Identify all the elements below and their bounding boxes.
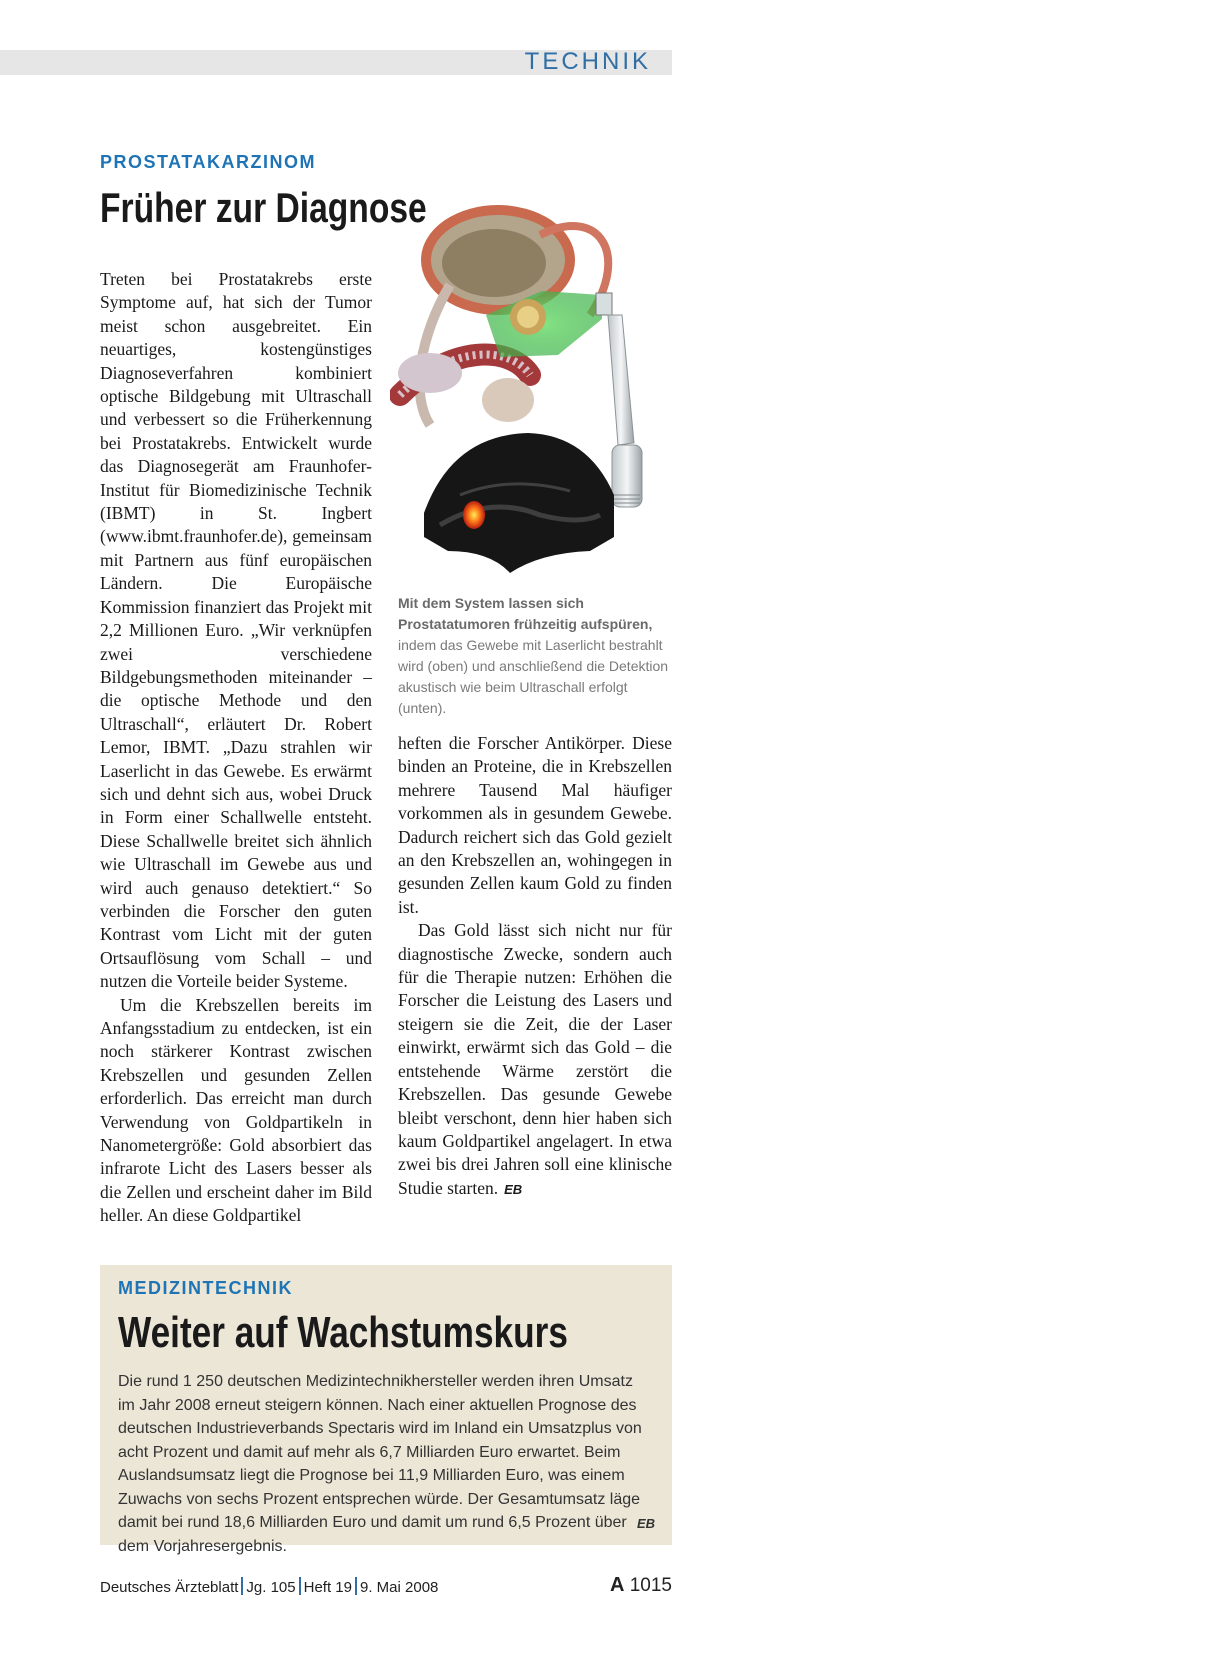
paragraph: Um die Krebszellen bereits im Anfangsstadium zu entdecken, ist ein noch stärkerer Kontrast zwischen Krebszellen und gesunden Zellen erforderlich. Das erreicht man durch Verwendung von Goldpartikeln in Nanometergröße: Gold absorbiert das infrarote Licht des Lasers besser als die Zellen und erscheint daher im Bild heller. An diese Goldpartikel	[100, 994, 372, 1226]
article-title: Früher zur Diagnose	[100, 184, 427, 231]
article-column-2	[398, 732, 672, 1201]
article-column-1	[100, 268, 372, 1228]
caption-bold: Mit dem System lassen sich Prostatatumoren frühzeitig aufspüren,	[398, 595, 653, 632]
page-value: 1015	[629, 1575, 672, 1596]
ultrasound-probe	[608, 315, 634, 445]
box-kicker: MEDIZINTECHNIK	[118, 1278, 293, 1298]
issue-date: 9. Mai 2008	[360, 1579, 439, 1596]
separator	[299, 1577, 301, 1595]
ultrasound-image	[424, 433, 614, 573]
separator	[355, 1577, 357, 1595]
paragraph: Das Gold lässt sich nicht nur für diagnostische Zwecke, sondern auch für die Therapie nutzen: Erhöhen die Forscher die Leistung des Lasers und steigern sie die Zeit, die der Laser einwirkt, erwärmt sich das Gold – die entstehende Wärme zerstört die Krebszellen. Das gesunde Gewebe bleibt verschont, denn hier haben sich kaum Goldpartikel angelagert. In etwa zwei bis drei Jahren soll eine klinische Studie starten.	[398, 920, 672, 1198]
header-bar	[0, 50, 672, 75]
paragraph-with-signature	[398, 919, 672, 1201]
prostate-diagnosis-illustration	[390, 195, 706, 585]
page-number	[610, 1574, 672, 1597]
caption-text: indem das Gewebe mit Laserlicht bestrahlt wird (oben) und anschließend die Detektion akustisch wie beim Ultraschall erfolgt (unten).	[398, 637, 669, 716]
author-signature: EB	[504, 1181, 523, 1197]
section-label: TECHNIK	[524, 48, 651, 75]
paragraph: heften die Forscher Antikörper. Diese binden an Proteine, die in Krebszellen mehrere Tausend Mal häufiger vorkommen als in gesundem Gewebe. Dadurch reichert sich das Gold gezielt an den Krebszellen an, wohingegen in gesunden Zellen kaum Gold zu finden ist.	[398, 733, 672, 917]
figure-caption	[398, 593, 674, 719]
separator	[241, 1577, 243, 1595]
volume: Jg. 105	[246, 1579, 296, 1596]
page-footer	[100, 1574, 672, 1601]
article-kicker: PROSTATAKARZINOM	[100, 152, 316, 172]
page-prefix: A	[609, 1574, 625, 1596]
box-body: Die rund 1 250 deutschen Medizintechnikhersteller werden ihren Umsatz im Jahr 2008 erneut steigern können. Nach einer aktuellen Prognose des deutschen Industrieverbands Spectaris wird im Inland ein Umsatzplus von acht Prozent und damit auf mehr als 6,7 Milliarden Euro erwartet. Beim Auslandsumsatz liegt die Prognose bei 11,9 Milliarden Euro, was einem Zuwachs von sechs Prozent entsprechen würde. Der Gesamtumsatz läge damit bei rund 18,6 Milliarden Euro und damit um rund 6,5 Prozent über dem Vorjahresergebnis.	[118, 1373, 642, 1555]
issue: Heft 19	[303, 1579, 352, 1596]
paragraph: Treten bei Prostatakrebs erste Symptome auf, hat sich der Tumor meist schon ausgebreitet. Ein neuartiges, kostengünstiges Diagnoseverfahren kombiniert optische Bildgebung mit Ultraschall und verbessert so die Früherkennung bei Prostatakrebs. Entwickelt wurde das Diagnosegerät am Fraunhofer-Institut für Biomedizinische Technik (IBMT) in St. Ingbert (www.ibmt.fraunhofer.de), gemeinsam mit Partnern aus fünf europäischen Ländern. Die Europäische Kommission finanziert das Projekt mit 2,2 Millionen Euro. „Wir verknüpfen zwei verschiedene Bildgebungsmethoden miteinander – die optische Methode und den Ultraschall“, erläutert Dr. Robert Lemor, IBMT. „Dazu strahlen wir Laserlicht in das Gewebe. Es erwärmt sich und dehnt sich aus, wobei Druck in Form einer Schallwelle entsteht. Diese Schallwelle breitet sich ähnlich wie Ultraschall im Gewebe aus und wird auch genauso detektiert.“ So verbinden die Forscher den guten Kontrast vom Licht mit der guten Ortsauflösung vom Schall – und nutzen die Vorteile beider Systeme.	[100, 269, 372, 992]
box-signature: EB	[636, 1516, 655, 1531]
tumor-hotspot	[463, 501, 485, 529]
journal-name: Deutsches Ärzteblatt	[100, 1579, 239, 1596]
box-title: Weiter auf Wachstumskurs	[118, 1308, 568, 1357]
